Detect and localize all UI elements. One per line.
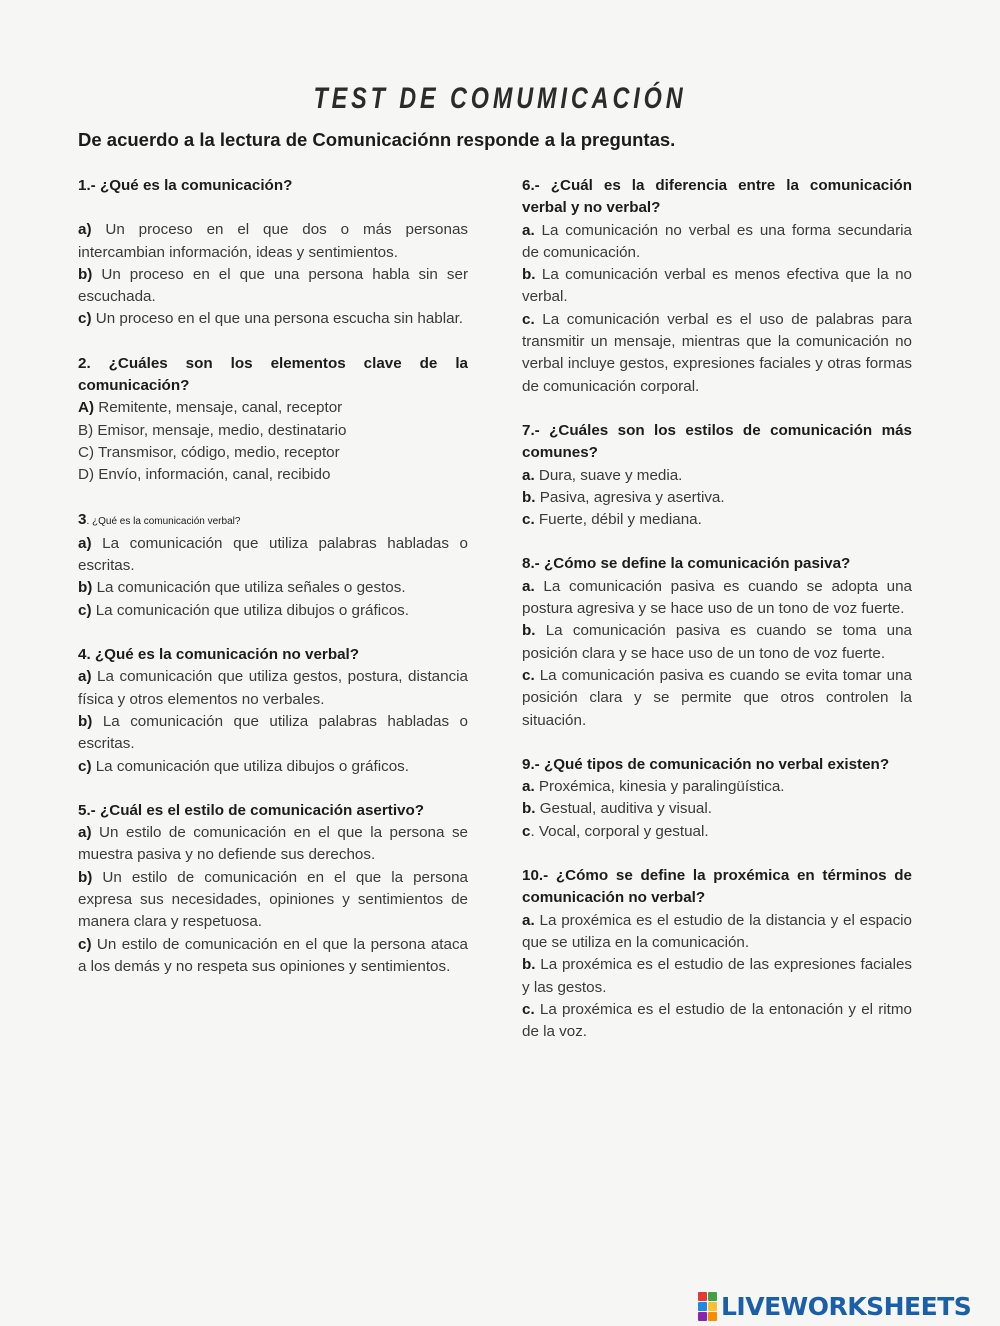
question-9 xyxy=(522,754,912,843)
question-title: 7.- ¿Cuáles son los estilos de comunicación más comunes? xyxy=(522,421,912,462)
answer-option[interactable]: c. La proxémica es el estudio de la entonación y el ritmo de la voz. xyxy=(522,1000,912,1041)
answer-option[interactable]: b) La comunicación que utiliza señales o gestos. xyxy=(78,579,406,597)
question-title: 9.- ¿Qué tipos de comunicación no verbal existen? xyxy=(522,755,890,773)
answer-option[interactable]: a) Un estilo de comunicación en el que la persona se muestra pasiva y no defiende sus derechos. xyxy=(78,824,468,864)
question-3 xyxy=(78,509,468,622)
answer-option[interactable]: B) Emisor, mensaje, medio, destinatario xyxy=(78,421,347,439)
answer-option[interactable]: a. La proxémica es el estudio de la distancia y el espacio que se utiliza en la comunicación. xyxy=(522,911,912,951)
answer-option[interactable]: a) La comunicación que utiliza gestos, postura, distancia física y otros elementos no verbales. xyxy=(78,668,468,708)
answer-option[interactable]: b. Pasiva, agresiva y asertiva. xyxy=(522,488,725,506)
question-8 xyxy=(522,553,912,731)
logo-square-4 xyxy=(708,1302,717,1311)
page-title: TEST DE COMUMICACIÓN xyxy=(313,82,687,115)
question-title: 4. ¿Qué es la comunicación no verbal? xyxy=(78,646,360,664)
answer-option[interactable]: a. La comunicación pasiva es cuando se adopta una postura agresiva y se hace uso de un tono de voz fuerte. xyxy=(522,577,912,618)
question-4 xyxy=(78,644,468,778)
answer-option[interactable]: a) La comunicación que utiliza palabras habladas o escritas. xyxy=(78,534,468,575)
logo-square-1 xyxy=(698,1292,707,1301)
answer-option[interactable]: a) Un proceso en el que dos o más personas intercambian información, ideas y sentimientos. xyxy=(78,221,468,261)
answer-option[interactable]: c) Un estilo de comunicación en el que la persona ataca a los demás y no respeta sus opiniones y sentimientos. xyxy=(78,935,468,975)
right-column xyxy=(522,175,912,1065)
answer-option[interactable]: b. La comunicación pasiva es cuando se toma una posición clara y se hace uso de un tono de voz fuerte. xyxy=(522,622,912,662)
question-title: 10.- ¿Cómo se define la proxémica en términos de comunicación no verbal? xyxy=(522,867,912,907)
logo-grid-icon xyxy=(698,1292,717,1321)
answer-option[interactable]: c. Fuerte, débil y mediana. xyxy=(522,511,702,529)
answer-option[interactable]: A) Remitente, mensaje, canal, receptor xyxy=(78,399,343,417)
liveworksheets-logo[interactable] xyxy=(698,1291,971,1321)
question-1 xyxy=(78,175,468,331)
answer-option[interactable]: b. La comunicación verbal es menos efectiva que la no verbal. xyxy=(522,266,912,306)
answer-option[interactable]: c) Un proceso en el que una persona escucha sin hablar. xyxy=(78,310,464,328)
logo-square-6 xyxy=(708,1312,717,1321)
answer-option[interactable]: a. Proxémica, kinesia y paralingüística. xyxy=(522,778,785,796)
question-title: 2. ¿Cuáles son los elementos clave de la comunicación? xyxy=(78,354,468,395)
answer-option[interactable]: C) Transmisor, código, medio, receptor xyxy=(78,443,340,461)
logo-text: LIVEWORKSHEETS xyxy=(721,1291,972,1321)
instructions: De acuerdo a la lectura de Comunicaciónn responde a la preguntas. xyxy=(78,129,676,150)
answer-option[interactable]: c) La comunicación que utiliza dibujos o gráficos. xyxy=(78,601,409,619)
question-7 xyxy=(522,420,912,531)
answer-option[interactable]: b) La comunicación que utiliza palabras habladas o escritas. xyxy=(78,712,468,753)
question-5 xyxy=(78,800,468,978)
answer-option[interactable]: c. Vocal, corporal y gestual. xyxy=(522,822,709,840)
answer-option[interactable]: a. La comunicación no verbal es una forma secundaria de comunicación. xyxy=(522,221,912,261)
logo-square-3 xyxy=(698,1302,707,1311)
answer-option[interactable]: c. La comunicación verbal es el uso de palabras para transmitir un mensaje, mientras que la comunicación no verbal incluye gestos, expresiones faciales y otras formas de comunicación corporal. xyxy=(522,310,912,395)
question-10 xyxy=(522,865,912,1043)
question-title: 6.- ¿Cuál es la diferencia entre la comunicación verbal y no verbal? xyxy=(522,177,912,217)
logo-square-5 xyxy=(698,1312,707,1321)
answer-option[interactable]: c) La comunicación que utiliza dibujos o gráficos. xyxy=(78,757,409,775)
question-title: 3. ¿Qué es la comunicación verbal? xyxy=(78,510,241,528)
logo-square-2 xyxy=(708,1292,717,1301)
answer-option[interactable]: a. Dura, suave y media. xyxy=(522,466,683,484)
question-6 xyxy=(522,175,912,398)
question-2 xyxy=(78,353,468,487)
answer-option[interactable]: b) Un proceso en el que una persona habla sin ser escuchada. xyxy=(78,265,468,306)
question-title: 8.- ¿Cómo se define la comunicación pasiva? xyxy=(522,555,851,573)
answer-option[interactable]: b. La proxémica es el estudio de las expresiones faciales y las gestos. xyxy=(522,956,912,996)
answer-option[interactable]: b) Un estilo de comunicación en el que la persona expresa sus necesidades, opiniones y sentimientos de manera clara y respetuosa. xyxy=(78,868,468,931)
left-column xyxy=(78,175,468,1000)
answer-option[interactable]: D) Envío, información, canal, recibido xyxy=(78,466,331,484)
answer-option[interactable]: c. La comunicación pasiva es cuando se evita tomar una posición clara y se permite que otros controlen la situación. xyxy=(522,666,912,729)
question-title: 1.- ¿Qué es la comunicación? xyxy=(78,177,293,194)
question-title: 5.- ¿Cuál es el estilo de comunicación asertivo? xyxy=(78,801,425,819)
answer-option[interactable]: b. Gestual, auditiva y visual. xyxy=(522,800,712,818)
